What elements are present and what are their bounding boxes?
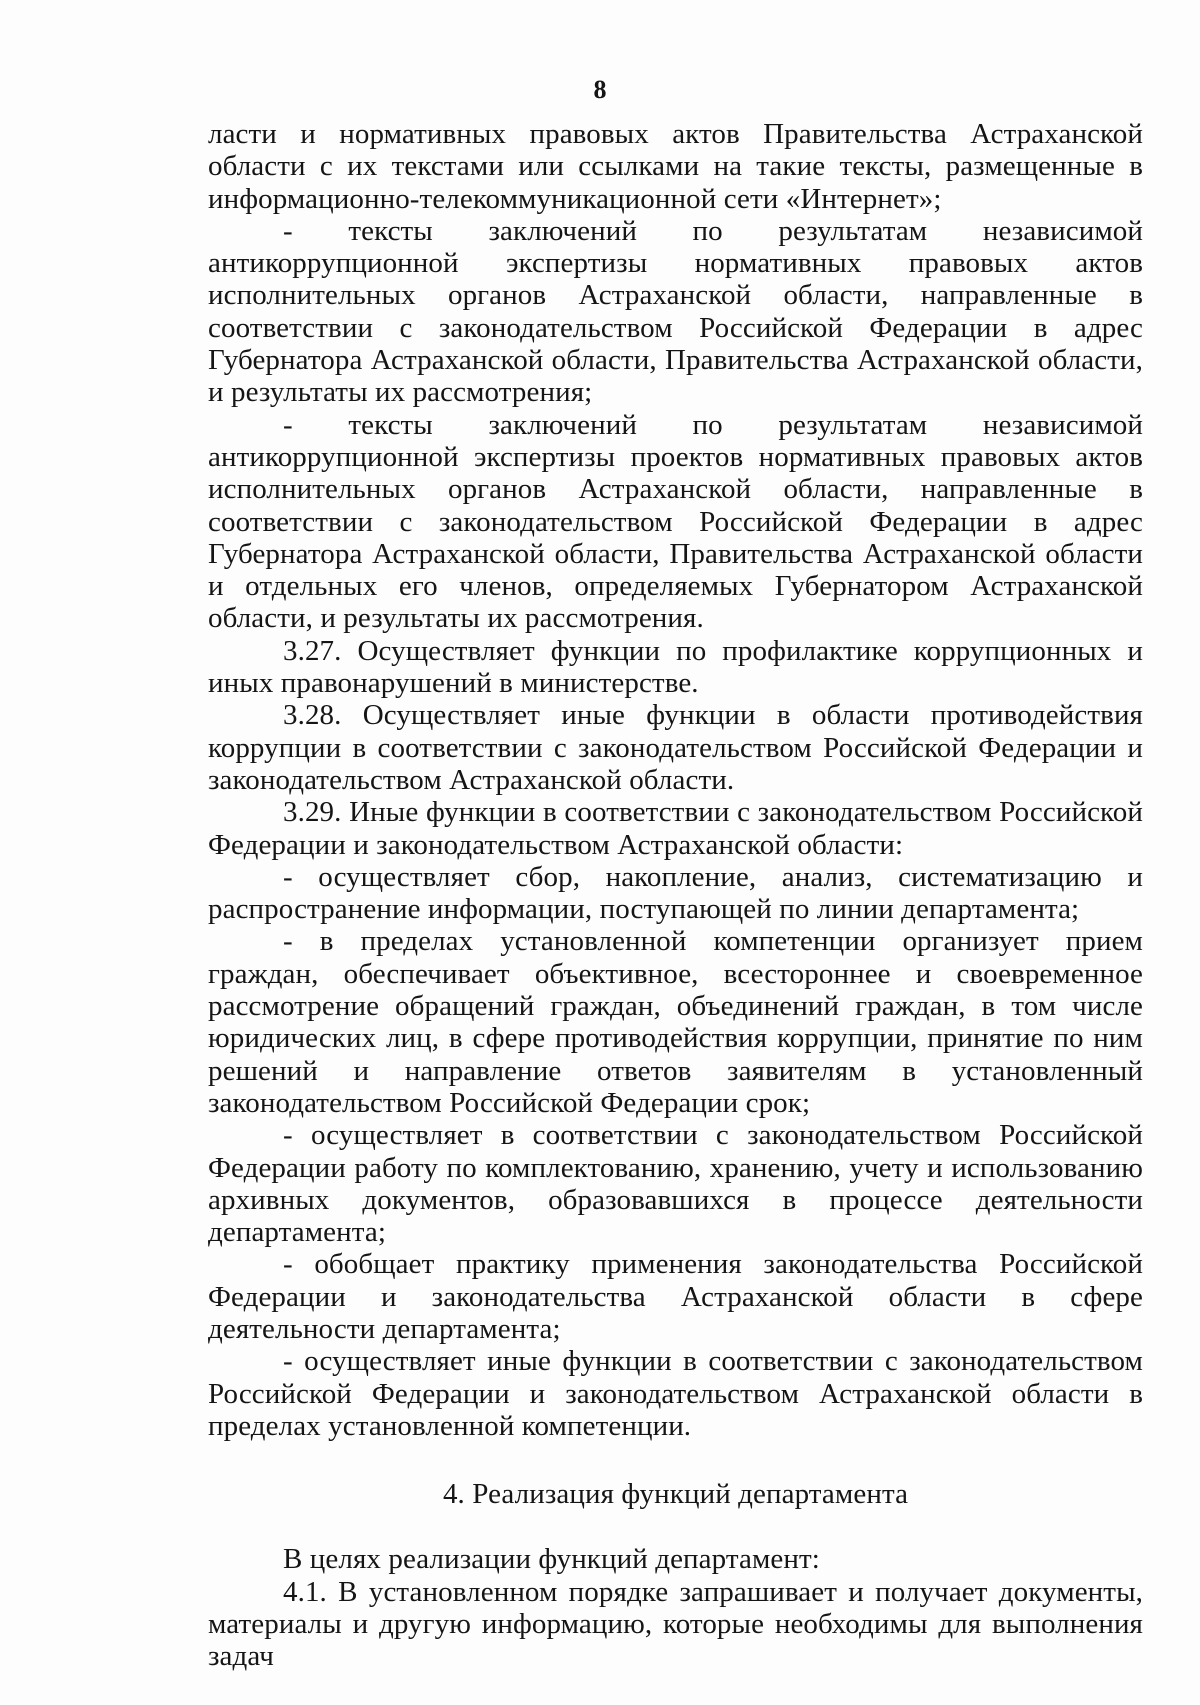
paragraph-clause-4-1: 4.1. В установленном порядке запрашивает и получает документы, материалы и другую информацию, которые необходимы для выполнения задач [208, 1575, 1143, 1673]
page-number: 8 [593, 75, 607, 104]
paragraph-clause-3-28: 3.28. Осуществляет иные функции в области противодействия коррупции в соответствии с законодательством Российской Федерации и законодательством Астраханской области. [208, 699, 1143, 796]
section-intro: В целях реализации функций департамент: [283, 1543, 820, 1576]
paragraph-clause-3-27: 3.27. Осуществляет функции по профилактике коррупционных и иных правонарушений в министерстве. [208, 634, 1143, 700]
document-body [208, 118, 1143, 1673]
paragraph-list-item: - осуществляет иные функции в соответствии с законодательством Российской Федерации и законодательством Астраханской области в пределах установленной компетенции. [208, 1345, 1143, 1442]
paragraph-continuation: ласти и нормативных правовых актов Правительства Астраханской области с их текстами или ссылками на такие тексты, размещенные в информационно-телекоммуникационной сети «Интернет»; [208, 118, 1143, 215]
paragraph-list-item: - осуществляет в соответствии с законодательством Российской Федерации работу по комплектованию, хранению, учету и использованию архивных документов, образовавшихся в процессе деятельности департамента; [208, 1119, 1143, 1249]
paragraph-list-item: - в пределах установленной компетенции организует прием граждан, обеспечивает объективное, всестороннее и своевременное рассмотрение обращений граждан, объединений граждан, в том числе юридических лиц, в сфере противодействия коррупции, принятие по ним решений и направление ответов заявителям в установленный законодательством Российской Федерации срок; [208, 925, 1143, 1119]
paragraph-clause-3-29: 3.29. Иные функции в соответствии с законодательством Российской Федерации и законодательством Астраханской области: [208, 796, 1143, 861]
paragraph-list-item: - тексты заключений по результатам независимой антикоррупционной экспертизы проектов нормативных правовых актов исполнительных органов Астраханской области, направленные в соответствии с законодательством Российской Федерации в адрес Губернатора Астраханской области, Правительства Астраханской области и отдельных его членов, определяемых Губернатором Астраханской области, и результаты их рассмотрения. [208, 408, 1143, 635]
paragraph-list-item: - обобщает практику применения законодательства Российской Федерации и законодательства Астраханской области в сфере деятельности департамента; [208, 1248, 1143, 1345]
paragraph-list-item: - осуществляет сбор, накопление, анализ, систематизацию и распространение информации, поступающей по линии департамента; [208, 860, 1143, 926]
paragraph-list-item: - тексты заключений по результатам независимой антикоррупционной экспертизы нормативных правовых актов исполнительных органов Астраханской области, направленные в соответствии с законодательством Российской Федерации в адрес Губернатора Астраханской области, Правительства Астраханской области, и результаты их рассмотрения; [208, 214, 1143, 409]
section-heading: 4. Реализация функций департамента [442, 1478, 909, 1511]
